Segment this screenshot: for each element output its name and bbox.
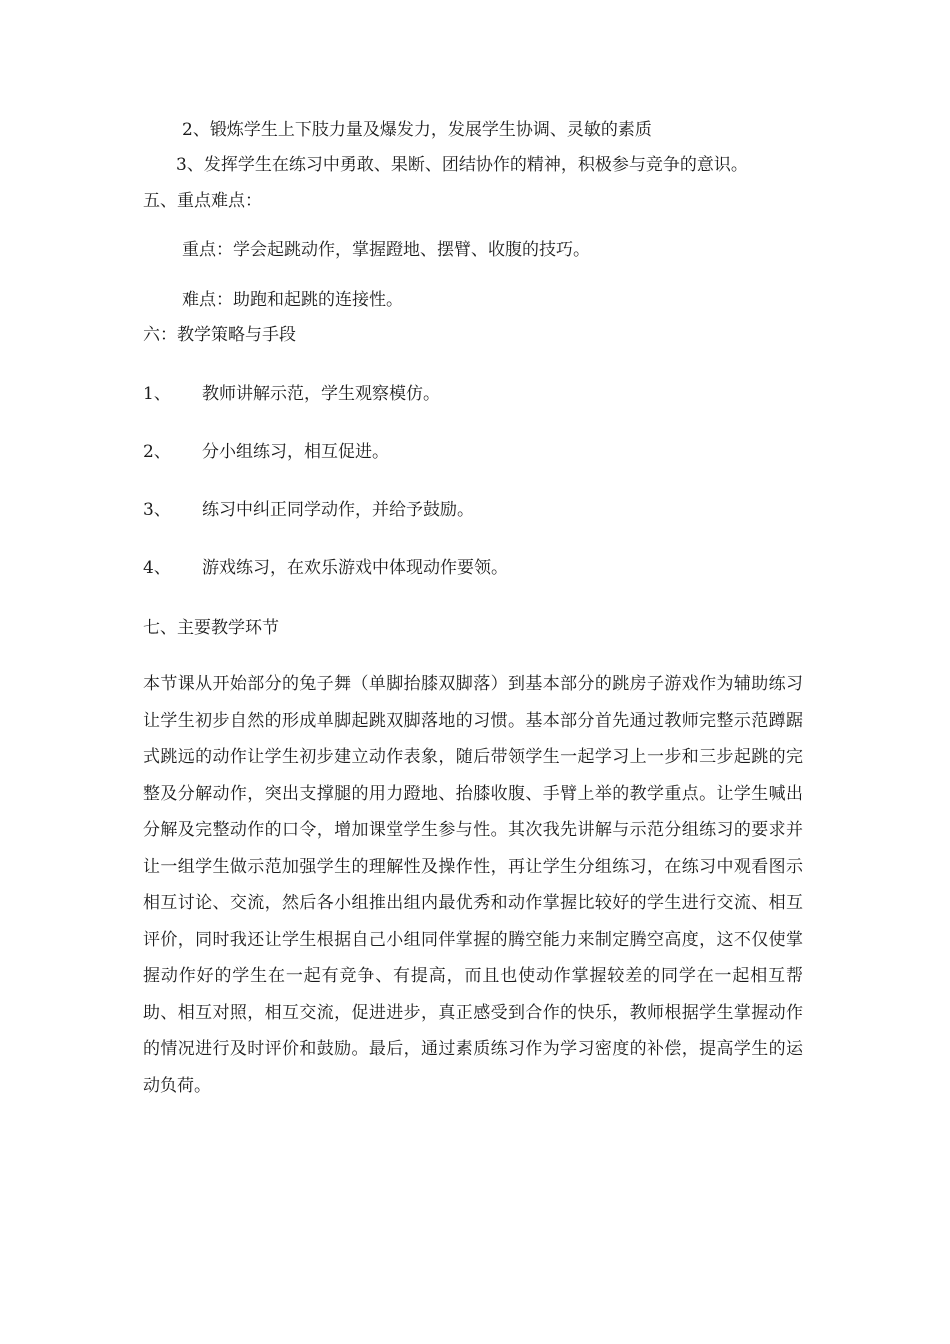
key-point: 重点：学会起跳动作，掌握蹬地、摆臂、收腹的技巧。 <box>182 240 590 260</box>
strategy-item-1-number: 1、 <box>143 384 171 404</box>
objective-item-3: 3、发挥学生在练习中勇敢、果断、团结协作的精神，积极参与竞争的意识。 <box>176 155 748 175</box>
objective-item-2: 2、锻炼学生上下肢力量及爆发力，发展学生协调、灵敏的素质 <box>182 120 652 140</box>
strategy-item-1-text: 教师讲解示范，学生观察模仿。 <box>202 384 440 404</box>
section-7-heading: 七、主要教学环节 <box>143 618 279 638</box>
strategy-item-3-number: 3、 <box>143 500 171 520</box>
section-6-heading: 六：教学策略与手段 <box>143 325 296 345</box>
strategy-item-4-text: 游戏练习，在欢乐游戏中体现动作要领。 <box>202 558 508 578</box>
strategy-item-4-number: 4、 <box>143 558 171 578</box>
strategy-item-2-text: 分小组练习，相互促进。 <box>202 442 389 462</box>
strategy-item-3-text: 练习中纠正同学动作，并给予鼓励。 <box>202 500 474 520</box>
strategy-item-2-number: 2、 <box>143 442 171 462</box>
section-5-heading: 五、重点难点： <box>143 191 262 211</box>
section-7-paragraph: 本节课从开始部分的兔子舞（单脚抬膝双脚落）到基本部分的跳房子游戏作为辅助练习让学生初步自然的形成单脚起跳双脚落地的习惯。基本部分首先通过教师完整示范蹲踞式跳远的动作让学生初步建立动作表象，随后带领学生一起学习上一步和三步起跳的完整及分解动作，突出支撑腿的用力蹬地、抬膝收腹、手臂上举的教学重点。让学生喊出分解及完整动作的口令，增加课堂学生参与性。其次我先讲解与示范分组练习的要求并让一组学生做示范加强学生的理解性及操作性，再让学生分组练习，在练习中观看图示相互讨论、交流，然后各小组推出组内最优秀和动作掌握比较好的学生进行交流、相互评价，同时我还让学生根据自己小组同伴掌握的腾空能力来制定腾空高度，这不仅使掌握动作好的学生在一起有竞争、有提高，而且也使动作掌握较差的同学在一起相互帮助、相互对照，相互交流，促进进步，真正感受到合作的快乐，教师根据学生掌握动作的情况进行及时评价和鼓励。最后，通过素质练习作为学习密度的补偿，提高学生的运动负荷。 <box>143 674 803 1096</box>
difficulty: 难点：助跑和起跳的连接性。 <box>182 290 403 310</box>
